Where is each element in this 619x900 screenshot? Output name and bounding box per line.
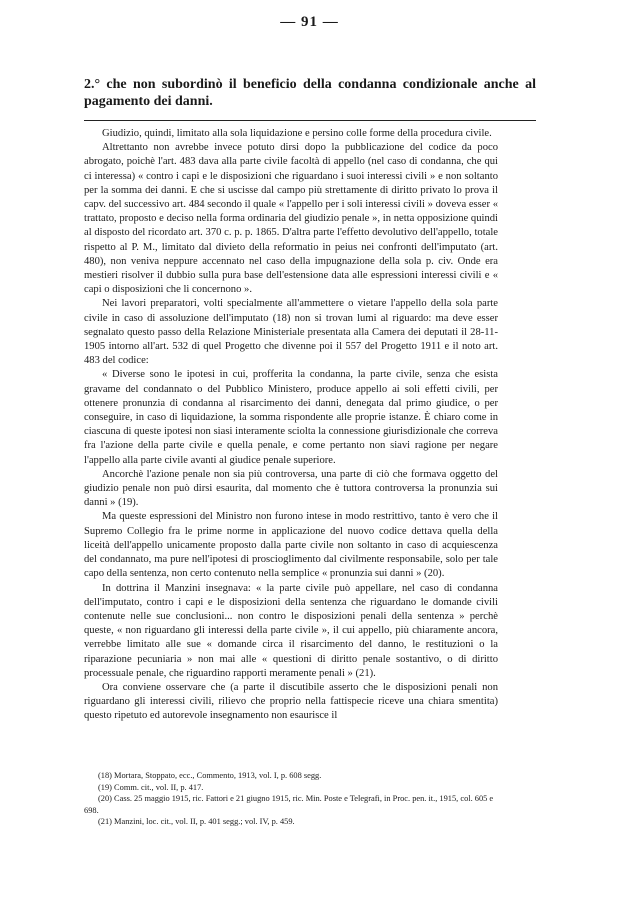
section-divider: [84, 120, 536, 121]
footnote: (19) Comm. cit., vol. II, p. 417.: [98, 782, 204, 792]
paragraph: Ora conviene osservare che (a parte il discutibile asserto che le disposizioni penali non riguardano gli interessi civili, rilievo che proprio nella fattispecie riceve una chiara smentita) questo ripetuto ed autorevole insegnamento non esaurisce il: [84, 681, 498, 722]
paragraph: In dottrina il Manzini insegnava: « la parte civile può appellare, nel caso di condanna dell'imputato, contro i capi e le disposizioni della sentenza che riguardano le domande civili contenute nelle sue conclusioni... non contro le disposizioni penali della sentenza » perchè queste, « non riguardano gli interessi della parte civile », il cui appello, più chiaramente ancora, verrebbe limitato alle sue « domande circa il risarcimento del danno, le restituzioni o la riparazione pecuniaria » non mai alle « questioni di diritto penale sostantivo, o di diritto processuale penale, che riguardino rapporti meramente penali » (21).: [84, 582, 498, 679]
paragraph: « Diverse sono le ipotesi in cui, profferita la condanna, la parte civile, senza che esista gravame del condannato o del Pubblico Ministero, produce appello ai soli effetti civili, per ottenere pronunzia di condanna al risarcimento dei danni, denegata dal primo giudice, o per conseguire, in caso di liquidazione, la somma rispondente alle proprie istanze. È chiaro come in ciascuna di queste ipotesi non siasi interamente sciolta la connessione giurisdizionale che correva fra l'azione della parte civile e quella penale, e come pertanto non siavi ragione per negare l'appello alla parte civile avanti al giudice penale superiore.: [84, 369, 498, 466]
footnotes: [84, 770, 498, 828]
footnote: (20) Cass. 25 maggio 1915, ric. Fattori e 21 giugno 1915, ric. Min. Poste e Telegrafi, in Proc. pen. it., 1915, col. 605 e 698.: [84, 794, 494, 815]
top-text: 2.° che non subordinò il beneficio della condanna condizionale anche al pagamento dei danni.: [84, 77, 536, 109]
paragraph: Nei lavori preparatori, volti specialmente all'ammettere o vietare l'appello della sola parte civile in caso di assoluzione dell'imputato (18) non si trovan lumi al riguardo: ma deve esser segnalato questo passo della Relazione Ministeriale presentata alla Camera dei deputati il 28-11-1905 intorno all'art. 532 di quel Progetto che divenne poi il 557 del Progetto 1911 e il noto art. 483 del codice:: [84, 298, 498, 367]
paragraph: Ancorchè l'azione penale non sia più controversa, una parte di ciò che formava oggetto del giudizio penale non può dirsi esaurita, dal momento che è tuttora controversa la pronunzia sui danni » (19).: [84, 468, 498, 509]
paragraph: Ma queste espressioni del Ministro non furono intese in modo restrittivo, tanto è vero che il Supremo Collegio fra le prime norme in applicazione del nuovo codice dettava quella della liceità dell'appello unicamente proposto dalla parte civile non soltanto in caso di acquiescenza del condannato, ma pure nell'ipotesi di proscioglimento dal civilmente responsabile, solo per tale capo della sentenza, non certo contenuto nella semplice « pronunzia sui danni » (20).: [84, 511, 498, 580]
footnote: (18) Mortara, Stoppato, ecc., Commento, 1913, vol. I, p. 608 segg.: [98, 771, 322, 780]
paragraph: Giudizio, quindi, limitato alla sola liquidazione e persino colle forme della procedura civile.: [102, 128, 492, 139]
paragraph: Altrettanto non avrebbe invece potuto dirsi dopo la pubblicazione del codice da poco abrogato, poichè l'art. 483 dava alla parte civile facoltà di appello (nel caso di condanna, che qui ci interessa) « contro i capi e le disposizioni che riguardano i suoi interessi civili » e non soltanto per la somma dei danni. E che si uscisse dal campo più strettamente di diritto privato lo prova il capv. del successivo art. 484 secondo il quale « l'appello per i soli interessi civili » doveva esser « trattato, proposto e deciso nella forma ordinaria del giudizio penale », in netta opposizione quindi al disposto del ricordato art. 370 c. p. p. 1865. D'altra parte l'effetto devolutivo dell'appello, totale rispetto al P. M., limitato dal divieto della reformatio in peius nei confronti dell'imputato (art. 480), non veniva neppure accennato nel caso della impugnazione della sola p. civ. Onde era mestieri risolver il dubbio sulla pura base dell'estensione data alle espressioni interessi civili e « capi o disposizioni che li concernono ».: [84, 142, 498, 296]
footnote: (21) Manzini, loc. cit., vol. II, p. 401 segg.; vol. IV, p. 459.: [98, 817, 295, 827]
body-text: [84, 127, 498, 724]
page-number: — 91 —: [280, 14, 339, 30]
